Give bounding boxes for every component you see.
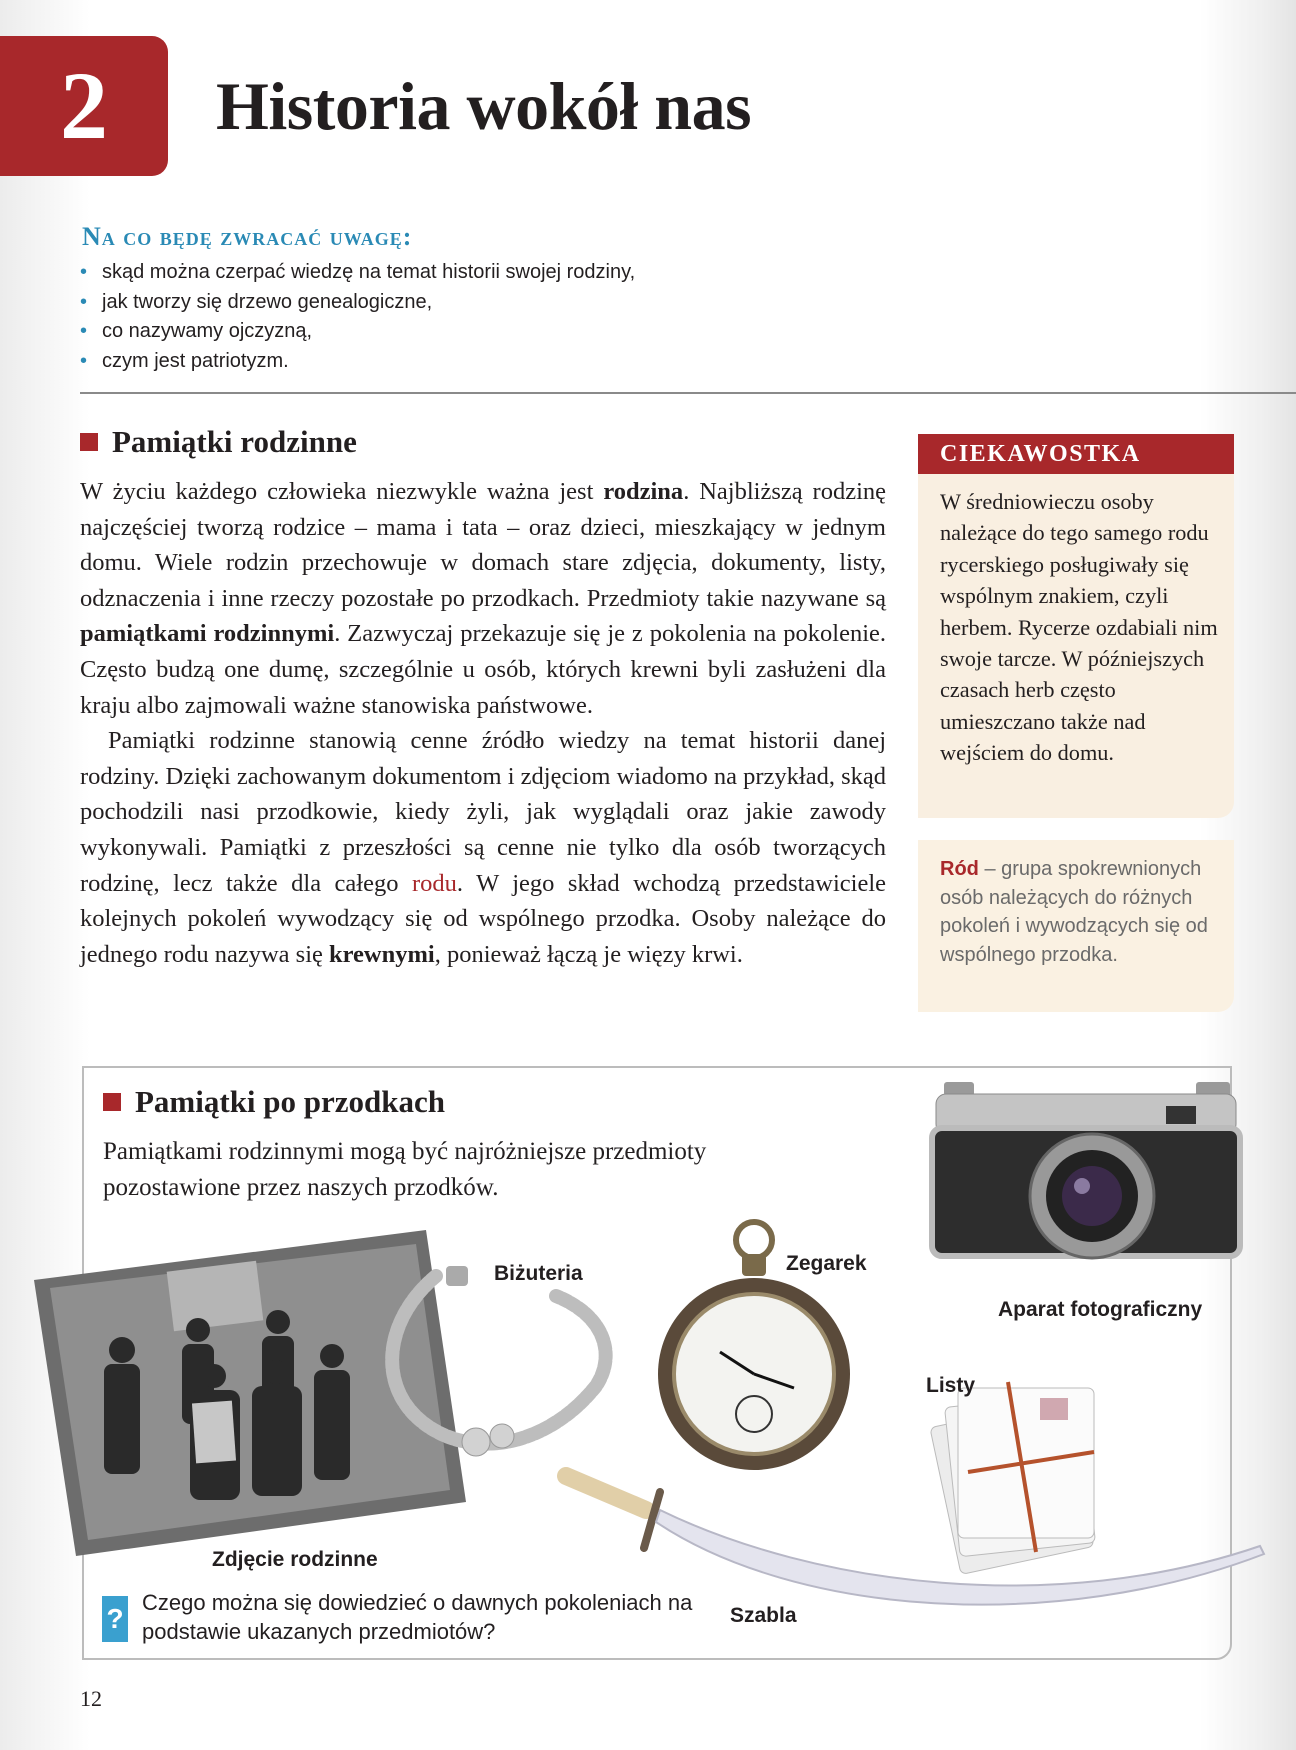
bold-term: pamiątkami rodzinnymi xyxy=(80,620,335,648)
text-run: . W jego skład wchodzą przedstawiciele kolejnych pokoleń wywodzący się od wspólnego przodka. Osoby należące do jednego rodu nazywa się xyxy=(80,869,887,968)
goal-item: • czym jest patriotyzm. xyxy=(80,347,635,377)
goal-item: • co nazywamy ojczyzną, xyxy=(80,317,635,347)
definition-text xyxy=(940,855,1220,969)
caption-aparat: Aparat fotograficzny xyxy=(998,1298,1203,1321)
section-heading-pamiatki-po-przodkach xyxy=(103,1084,445,1120)
text-run: Pamiątki rodzinne stanowią cenne źródło wiedzy na temat historii danej rodziny. Dzięki zachowanym dokumentom i zdjęciom wiadomo na przykład, skąd pochodzili nasi przodkowie, kiedy żyli, jak wyglądali oraz jakie zawody wykonywali. Pamiątki z przeszłości są cenne nie tylko dla osób tworzących rodzinę, lecz także dla całego xyxy=(80,727,886,897)
caption-zdjecie: Zdjęcie rodzinne xyxy=(212,1548,378,1571)
bold-term: krewnymi xyxy=(329,940,435,968)
caption-listy: Listy xyxy=(926,1374,976,1397)
section-heading-pamiatki-rodzinne xyxy=(80,424,357,460)
glossary-link[interactable]: rodu xyxy=(411,869,457,897)
page-number: 12 xyxy=(80,1686,102,1711)
page-title: Historia wokół nas xyxy=(216,68,752,144)
caption-bizuteria: Biżuteria xyxy=(494,1262,583,1285)
text-run: . Najbliższą rodzinę najczęściej tworzą rodzice – mama i tata – oraz dzieci, mieszkający w jednym domu. Wiele rodzin przechowuje w domach stare zdjęcia, dokumenty, listy, odznaczenia i inne rzeczy pozostałe po przodkach. Przedmioty takie nazywane są xyxy=(80,478,886,612)
chapter-number-badge: 2 xyxy=(0,36,168,176)
heading-square-icon xyxy=(103,1093,121,1111)
artifacts-intro: Pamiątkami rodzinnymi mogą być najróżniejsze przedmioty pozostawione przez naszych przodków. xyxy=(103,1138,707,1201)
jewelry-image xyxy=(356,1266,632,1462)
ciekawostka-text: W średniowieczu osoby należące do tego samego rodu rycerskiego posługiwały się wspólnym znakiem, czyli herbem. Rycerze ozdabiali nim swoje tarcze. W późniejszych czasach herb często umieszczano także nad wejściem do domu. xyxy=(940,489,1218,766)
bold-term: rodzina xyxy=(603,478,684,505)
ciekawostka-heading: CIEKAWOSTKA xyxy=(918,434,1234,474)
paragraph xyxy=(80,474,886,723)
goals-heading: Na co będę zwracać uwagę: xyxy=(82,222,413,251)
camera-image xyxy=(926,1076,1274,1286)
goal-item: • skąd można czerpać wiedzę na temat historii swojej rodziny, xyxy=(80,258,635,288)
heading-square-icon xyxy=(80,433,98,451)
goal-item: • jak tworzy się drzewo genealogiczne, xyxy=(80,288,635,318)
section-heading-text: Pamiątki po przodkach xyxy=(135,1084,446,1119)
definition-body: – grupa spokrewnionych osób należących do różnych pokoleń i wywodzących się od wspólnego przodka. xyxy=(940,858,1208,966)
caption-zegarek: Zegarek xyxy=(786,1252,867,1275)
goals-list xyxy=(80,258,635,376)
text-run: , ponieważ łączą je więzy krwi. xyxy=(434,940,743,968)
definition-term: Ród xyxy=(940,858,979,880)
header-divider xyxy=(80,392,1296,394)
main-body-text xyxy=(80,474,886,972)
caption-szabla: Szabla xyxy=(730,1604,797,1627)
section-heading-text: Pamiątki rodzinne xyxy=(112,424,357,459)
paragraph xyxy=(80,723,886,972)
text-run: W życiu każdego człowieka niezwykle ważna jest xyxy=(80,478,604,505)
text-run: . Zazwyczaj przekazuje się je z pokolenia na pokolenie. Często budzą one dumę, szczególnie u osób, których krewni byli zasłużeni dla kraju albo zajmowali ważne stanowiska państwowe. xyxy=(80,620,886,719)
question-icon: ? xyxy=(102,1596,128,1642)
review-question: Czego można się dowiedzieć o dawnych pokoleniach na podstawie ukazanych przedmiotów? xyxy=(142,1590,693,1644)
